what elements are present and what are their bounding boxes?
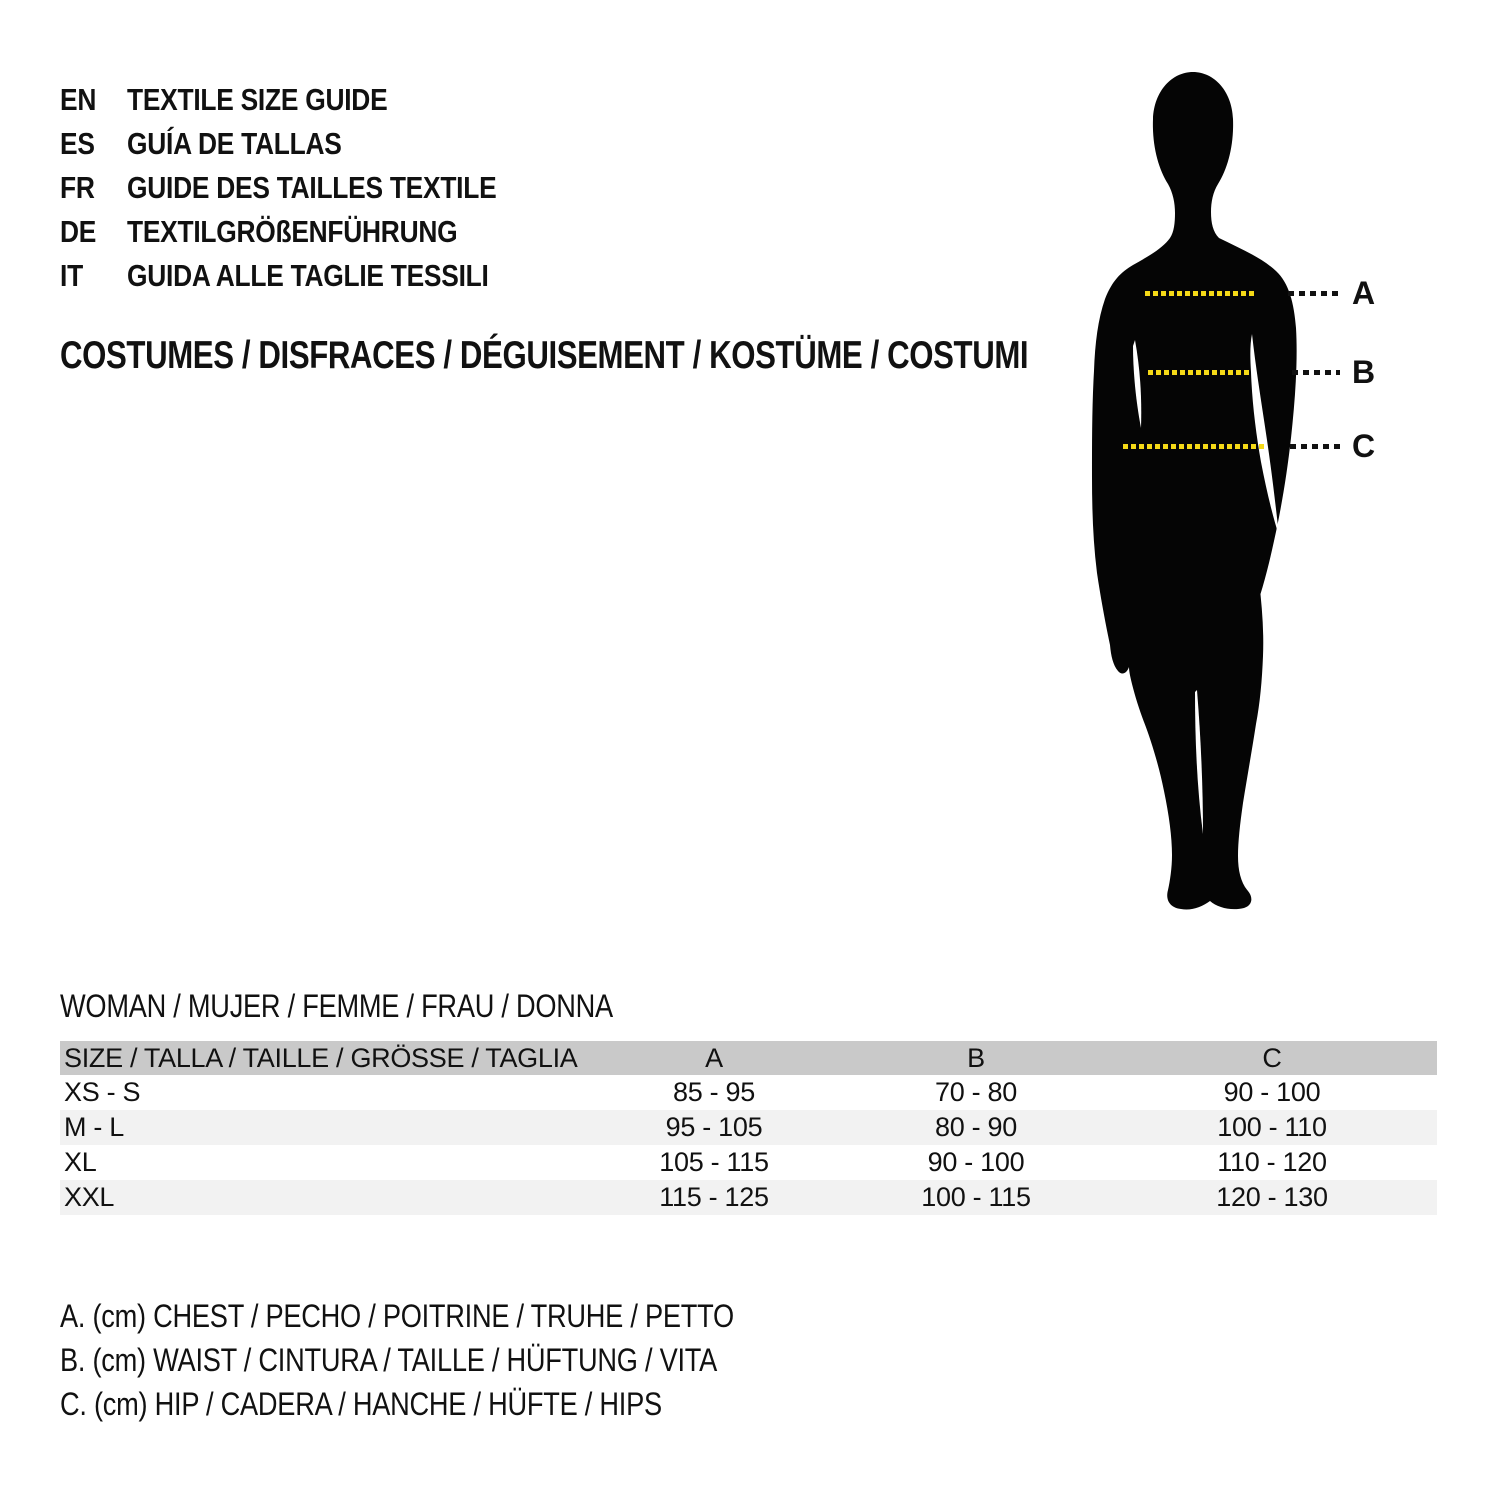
hip-cell: 100 - 110 — [1217, 1112, 1327, 1142]
measurement-legend — [60, 1294, 853, 1426]
legend-item-chest — [60, 1294, 853, 1338]
table-row — [60, 1075, 1437, 1110]
size-cell: XL — [64, 1147, 97, 1177]
language-label — [127, 122, 562, 166]
section-heading-woman — [60, 990, 711, 1022]
column-header-c: C — [1262, 1043, 1282, 1073]
language-code-text: EN — [60, 82, 97, 117]
language-code — [60, 254, 127, 298]
size-cell: M - L — [64, 1112, 125, 1142]
hip-leader-line — [1290, 444, 1340, 449]
table-row — [60, 1110, 1437, 1145]
measure-label-a: A — [1352, 275, 1376, 311]
waist-cell: 70 - 80 — [935, 1077, 1017, 1107]
table-header-row — [60, 1041, 1437, 1075]
language-label — [127, 78, 562, 122]
language-row-en — [60, 78, 562, 122]
language-code — [60, 210, 127, 254]
legend-text: A. (cm) CHEST / PECHO / POITRINE / TRUHE / PETTO — [60, 1298, 734, 1334]
language-code — [60, 166, 127, 210]
waist-cell: 90 - 100 — [927, 1147, 1025, 1177]
woman-silhouette-figure — [1085, 72, 1305, 912]
language-label-text: GUÍA DE TALLAS — [127, 126, 342, 161]
waist-measure-line — [1148, 370, 1251, 375]
hip-cell: 110 - 120 — [1217, 1147, 1327, 1177]
language-label-text: GUIDE DES TAILLES TEXTILE — [127, 170, 497, 205]
chest-leader-line — [1288, 291, 1340, 296]
language-label-text: TEXTILE SIZE GUIDE — [127, 82, 388, 117]
size-cell: XS - S — [64, 1077, 141, 1107]
measure-label-c: C — [1352, 428, 1376, 464]
chest-cell: 85 - 95 — [673, 1077, 755, 1107]
language-row-fr — [60, 166, 562, 210]
column-header-size: SIZE / TALLA / TAILLE / GRÖSSE / TAGLIA — [64, 1043, 578, 1073]
language-code — [60, 78, 127, 122]
woman-silhouette-icon — [1085, 72, 1305, 912]
table-row — [60, 1145, 1437, 1180]
language-code-text: DE — [60, 214, 97, 249]
language-row-de — [60, 210, 562, 254]
hip-measure-line — [1123, 444, 1264, 449]
language-label — [127, 166, 562, 210]
hip-cell: 120 - 130 — [1216, 1182, 1328, 1212]
legend-text: C. (cm) HIP / CADERA / HANCHE / HÜFTE / HIPS — [60, 1386, 662, 1422]
language-row-it — [60, 254, 562, 298]
chest-measure-line — [1145, 291, 1257, 296]
legend-item-waist — [60, 1338, 853, 1382]
waist-leader-line — [1292, 370, 1340, 375]
table-row — [60, 1180, 1437, 1215]
language-code-text: FR — [60, 170, 95, 205]
column-header-b: B — [967, 1043, 985, 1073]
legend-text: B. (cm) WAIST / CINTURA / TAILLE / HÜFTUNG / VITA — [60, 1342, 717, 1378]
waist-cell: 100 - 115 — [921, 1182, 1031, 1212]
chest-cell: 95 - 105 — [665, 1112, 763, 1142]
chest-cell: 115 - 125 — [659, 1182, 769, 1212]
language-code — [60, 122, 127, 166]
measure-label-b: B — [1352, 354, 1376, 390]
section-heading-text: WOMAN / MUJER / FEMME / FRAU / DONNA — [60, 988, 613, 1024]
chest-cell: 105 - 115 — [659, 1147, 769, 1177]
language-label — [127, 254, 562, 298]
legend-item-hip — [60, 1382, 853, 1426]
category-heading-text: COSTUMES / DISFRACES / DÉGUISEMENT / KOSTÜME / COSTUMI — [60, 334, 1029, 377]
language-row-es — [60, 122, 562, 166]
language-guide-list — [60, 78, 562, 298]
waist-cell: 80 - 90 — [935, 1112, 1017, 1142]
language-code-text: ES — [60, 126, 95, 161]
size-cell: XXL — [64, 1182, 115, 1212]
language-label-text: TEXTILGRÖßENFÜHRUNG — [127, 214, 458, 249]
size-table — [60, 1041, 1437, 1215]
language-label — [127, 210, 562, 254]
column-header-a: A — [705, 1043, 723, 1073]
language-code-text: IT — [60, 258, 83, 293]
language-label-text: GUIDA ALLE TAGLIE TESSILI — [127, 258, 489, 293]
hip-cell: 90 - 100 — [1223, 1077, 1321, 1107]
